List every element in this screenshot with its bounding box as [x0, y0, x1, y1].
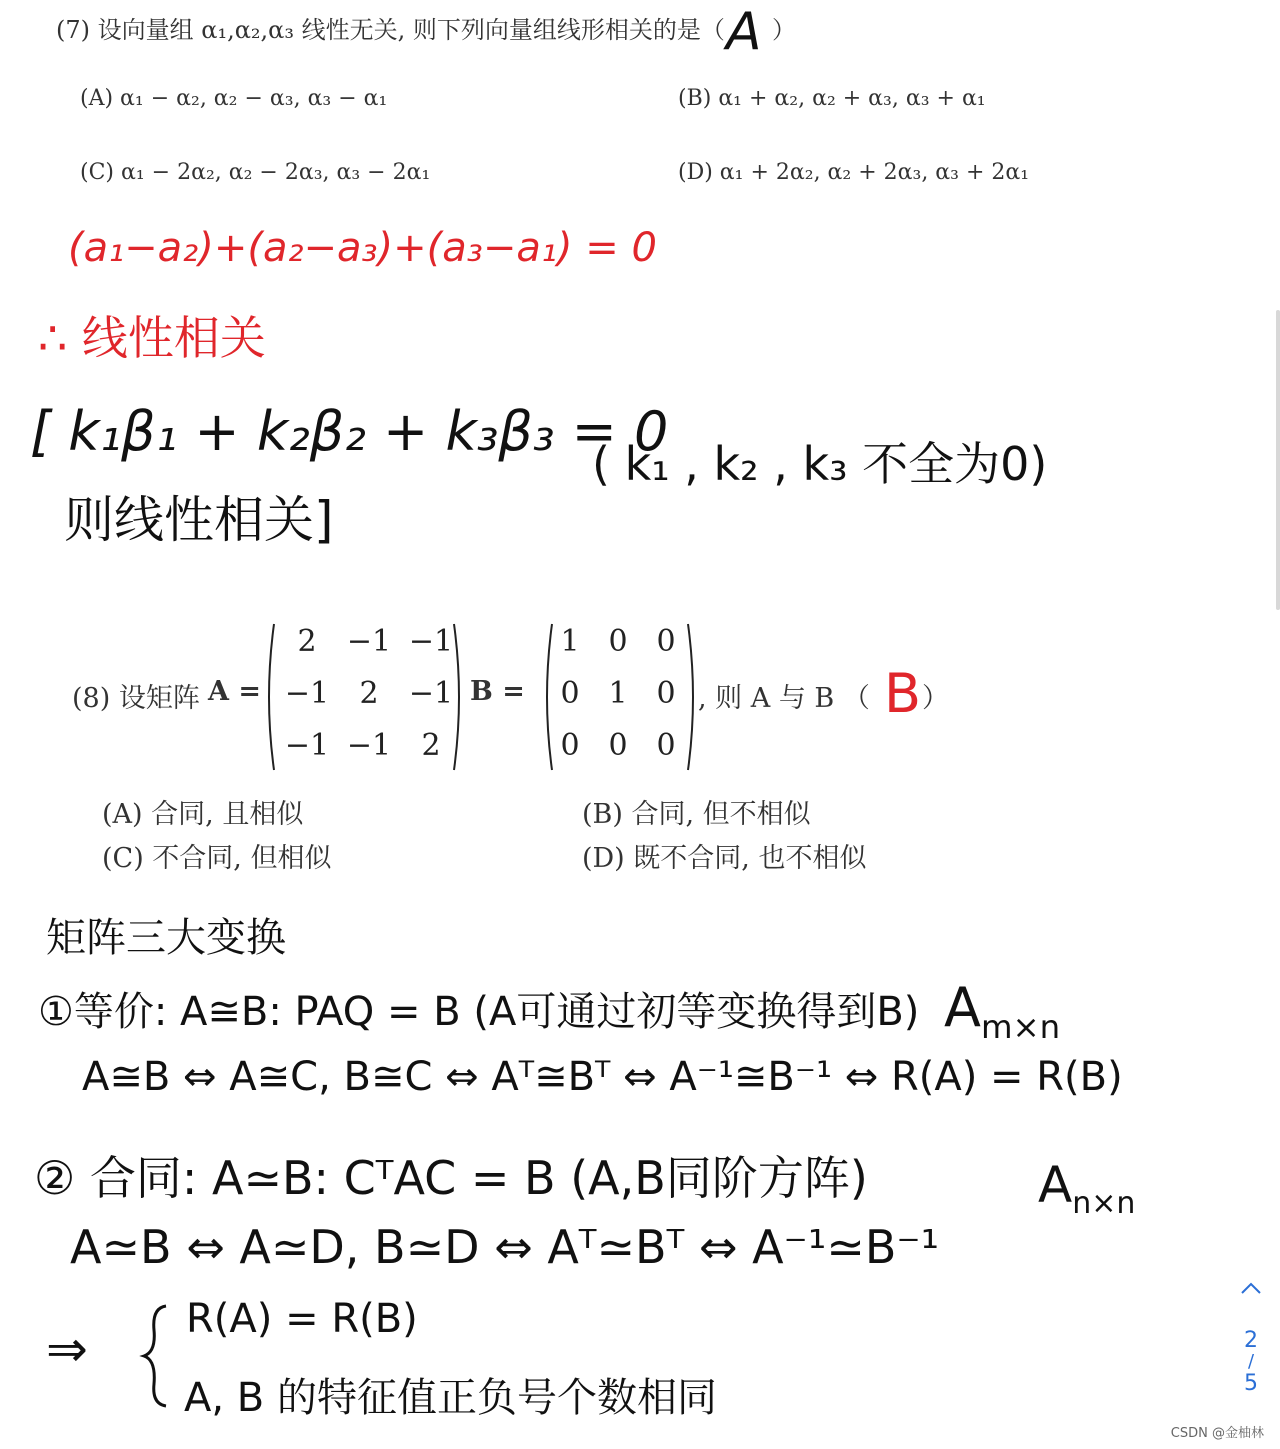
matrix-b-cell: 1 [608, 676, 628, 711]
scrollbar[interactable] [1276, 310, 1280, 610]
q7-red-note-conclusion: ∴ 线性相关 [38, 311, 266, 365]
matrix-a-cell: −1 [408, 624, 454, 659]
watermark: CSDN @金柚林 [1170, 1426, 1264, 1441]
q8-stem-suffix: , 则 A 与 B （ [698, 683, 870, 714]
notes-congruence-chain: A≃B ⇔ A≃D, B≃D ⇔ Aᵀ≃Bᵀ ⇔ A⁻¹≃B⁻¹ [70, 1220, 940, 1274]
q7-red-note-sum: (a₁−a₂)+(a₂−a₃)+(a₃−a₁) = 0 [68, 225, 657, 271]
matrix-a-right-paren [452, 622, 466, 772]
q7-answer: A [726, 2, 762, 62]
page-separator: / [1247, 1351, 1255, 1372]
q7-stem [56, 10, 725, 45]
page-current: 2 [1244, 1328, 1258, 1353]
q7-option-d: (D) α₁ + 2α₂, α₂ + 2α₃, α₃ + 2α₁ [678, 160, 1030, 185]
q8-stem-close: ） [922, 683, 949, 714]
matrix-a-cell: −1 [284, 676, 330, 711]
q8-answer: B [884, 662, 922, 725]
matrix-b-cell: 0 [560, 728, 580, 763]
matrix-a-left-paren [262, 622, 276, 772]
notes-congruence-shape-main: A [1038, 1156, 1073, 1214]
notes-eigenvalue-sign: A, B 的特征值正负号个数相同 [184, 1375, 717, 1421]
q7-stem-text: (7) 设向量组 α₁,α₂,α₃ 线性无关, 则下列向量组线形相关的是（ [56, 16, 725, 44]
matrix-b-cell: 0 [656, 676, 676, 711]
matrix-b-cell: 0 [656, 624, 676, 659]
q7-note-combination: [ k₁β₁ + k₂β₂ + k₃β₃ = 0 [30, 400, 669, 463]
q8-option-b: (B) 合同, 但不相似 [582, 799, 811, 830]
q7-option-a: (A) α₁ − α₂, α₂ − α₃, α₃ − α₁ [80, 86, 388, 111]
notes-heading: 矩阵三大变换 [46, 915, 286, 961]
matrix-b-cell: 0 [608, 728, 628, 763]
q7-note-dependent: 则线性相关] [64, 491, 334, 549]
notes-rank-equal: R(A) = R(B) [186, 1296, 418, 1342]
q7-stem-close: ） [772, 16, 796, 44]
matrix-b-cell: 1 [560, 624, 580, 659]
q7-option-b: (B) α₁ + α₂, α₂ + α₃, α₃ + α₁ [678, 86, 986, 111]
matrix-a-cell: 2 [359, 676, 379, 711]
matrix-a-cell: 2 [421, 728, 441, 763]
notes-brace [138, 1300, 172, 1410]
notes-equivalence-shape-main: A [944, 976, 981, 1039]
q7-option-c: (C) α₁ − 2α₂, α₂ − 2α₃, α₃ − 2α₁ [80, 160, 431, 185]
q8-option-c: (C) 不合同, 但相似 [102, 843, 332, 874]
q8-stem-prefix: (8) 设矩阵 [72, 683, 200, 714]
matrix-a-cell: −1 [346, 624, 392, 659]
matrix-a-cell: −1 [408, 676, 454, 711]
page-total: 5 [1244, 1371, 1258, 1396]
matrix-b [546, 624, 692, 780]
q8-option-d: (D) 既不合同, 也不相似 [582, 843, 867, 874]
q7-note-coefficients: ( k₁ , k₂ , k₃ 不全为0) [592, 437, 1048, 491]
matrix-a-cell: −1 [284, 728, 330, 763]
notes-implies-arrow: ⇒ [46, 1320, 88, 1378]
matrix-a-cell: −1 [346, 728, 392, 763]
notes-congruence-shape [1038, 1156, 1135, 1221]
notes-equivalence-definition: ①等价: A≅B: PAQ = B (A可通过初等变换得到B) [38, 989, 920, 1035]
matrix-b-cell: 0 [560, 676, 580, 711]
matrix-b-cell: 0 [656, 728, 676, 763]
matrix-a-cell: 2 [297, 624, 317, 659]
matrix-b-cell: 0 [608, 624, 628, 659]
notes-congruence-definition: ② 合同: A≃B: CᵀAC = B (A,B同阶方阵) [34, 1151, 868, 1205]
notes-equivalence-shape-sub: m×n [980, 1007, 1061, 1046]
matrix-a [276, 624, 462, 780]
notes-equivalence-chain: A≅B ⇔ A≅C, B≅C ⇔ Aᵀ≅Bᵀ ⇔ A⁻¹≅B⁻¹ ⇔ R(A) = R(B) [82, 1054, 1123, 1100]
notes-congruence-shape-sub: n×n [1072, 1186, 1136, 1221]
notes-equivalence-shape [944, 976, 1060, 1046]
q8-b-label: B = [470, 676, 525, 707]
q8-a-label: A = [208, 676, 261, 707]
chevron-up-icon[interactable] [1236, 1280, 1266, 1310]
q8-option-a: (A) 合同, 且相似 [102, 799, 304, 830]
page-nav [1236, 1280, 1266, 1396]
